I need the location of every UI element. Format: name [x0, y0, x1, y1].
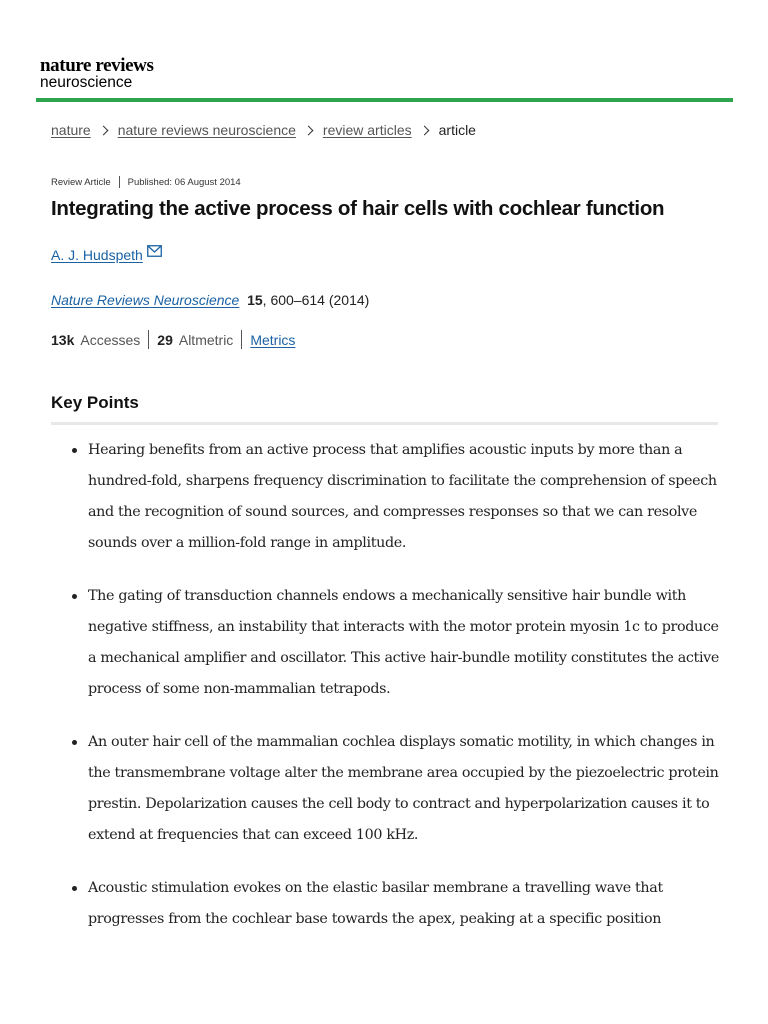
breadcrumb	[51, 122, 476, 138]
article-title: Integrating the active process of hair cells with cochlear function	[51, 197, 665, 220]
key-point-text: Acoustic stimulation evokes on the elastic basilar membrane a travelling wave that progresses from the cochlear base towards the apex, peaking at a specific position	[88, 880, 663, 927]
list-item	[88, 435, 720, 559]
breadcrumb-review-articles[interactable]: review articles	[322, 122, 412, 138]
metrics-link[interactable]: Metrics	[250, 331, 296, 348]
key-point-text: Hearing benefits from an active process that amplifies acoustic inputs by more than a hundred-fold, sharpens frequency discrimination to facilitate the comprehension of speech and the recognition of sound sources, and compresses responses so that we can resolve sounds over a million-fold range in amplitude.	[88, 442, 717, 551]
key-point-text: The gating of transduction channels endows a mechanically sensitive hair bundle with negative stiffness, an instability that interacts with the motor protein myosin 1c to produce a mechanical amplifier and oscillator. This active hair-bundle motility constitutes the active process of some non-mammalian tetrapods.	[88, 588, 720, 697]
key-point-text: An outer hair cell of the mammalian cochlea displays somatic motility, in which changes in the transmembrane voltage alter the membrane area occupied by the piezoelectric protein prestin. Depolarization causes the cell body to contract and hyperpolarization causes it to extend at frequencies that can exceed 100 kHz.	[88, 734, 719, 843]
header-accent-bar	[36, 98, 733, 102]
chevron-right-icon	[303, 125, 313, 135]
metrics-divider	[148, 330, 149, 349]
journal-logo[interactable]	[40, 56, 153, 91]
accesses-label: Accesses	[80, 331, 141, 348]
list-item	[88, 581, 720, 705]
bullet-icon	[72, 740, 77, 745]
citation-pages: , 600–614 (2014)	[262, 292, 370, 308]
journal-link[interactable]: Nature Reviews Neuroscience	[51, 292, 240, 308]
list-item	[88, 727, 720, 851]
altmetric-label: Altmetric	[178, 331, 234, 348]
article-meta	[51, 176, 241, 188]
article-metrics	[51, 330, 295, 349]
metrics-divider	[241, 330, 242, 349]
citation-volume: 15	[247, 292, 263, 308]
author-line	[51, 247, 162, 263]
logo-line-1: nature reviews	[40, 55, 154, 76]
bullet-icon	[72, 594, 77, 599]
meta-divider	[119, 176, 120, 188]
bullet-icon	[72, 448, 77, 453]
bullet-icon	[72, 886, 77, 891]
published-date: Published: 06 August 2014	[127, 176, 241, 188]
key-points-heading: Key Points	[51, 393, 139, 412]
logo-line-2: neuroscience	[40, 74, 133, 91]
list-item	[88, 873, 720, 935]
site-header	[0, 0, 768, 103]
citation	[51, 292, 369, 308]
key-points-list	[0, 435, 768, 957]
chevron-right-icon	[98, 125, 108, 135]
altmetric-score: 29	[157, 331, 173, 348]
mail-icon[interactable]	[147, 244, 162, 260]
section-divider	[51, 422, 718, 425]
author-link[interactable]: A. J. Hudspeth	[51, 247, 143, 263]
breadcrumb-current: article	[438, 122, 476, 138]
article-type: Review Article	[51, 176, 111, 188]
chevron-right-icon	[419, 125, 429, 135]
accesses-count: 13k	[51, 331, 75, 348]
breadcrumb-nature[interactable]: nature	[51, 122, 91, 138]
breadcrumb-journal[interactable]: nature reviews neuroscience	[117, 122, 296, 138]
